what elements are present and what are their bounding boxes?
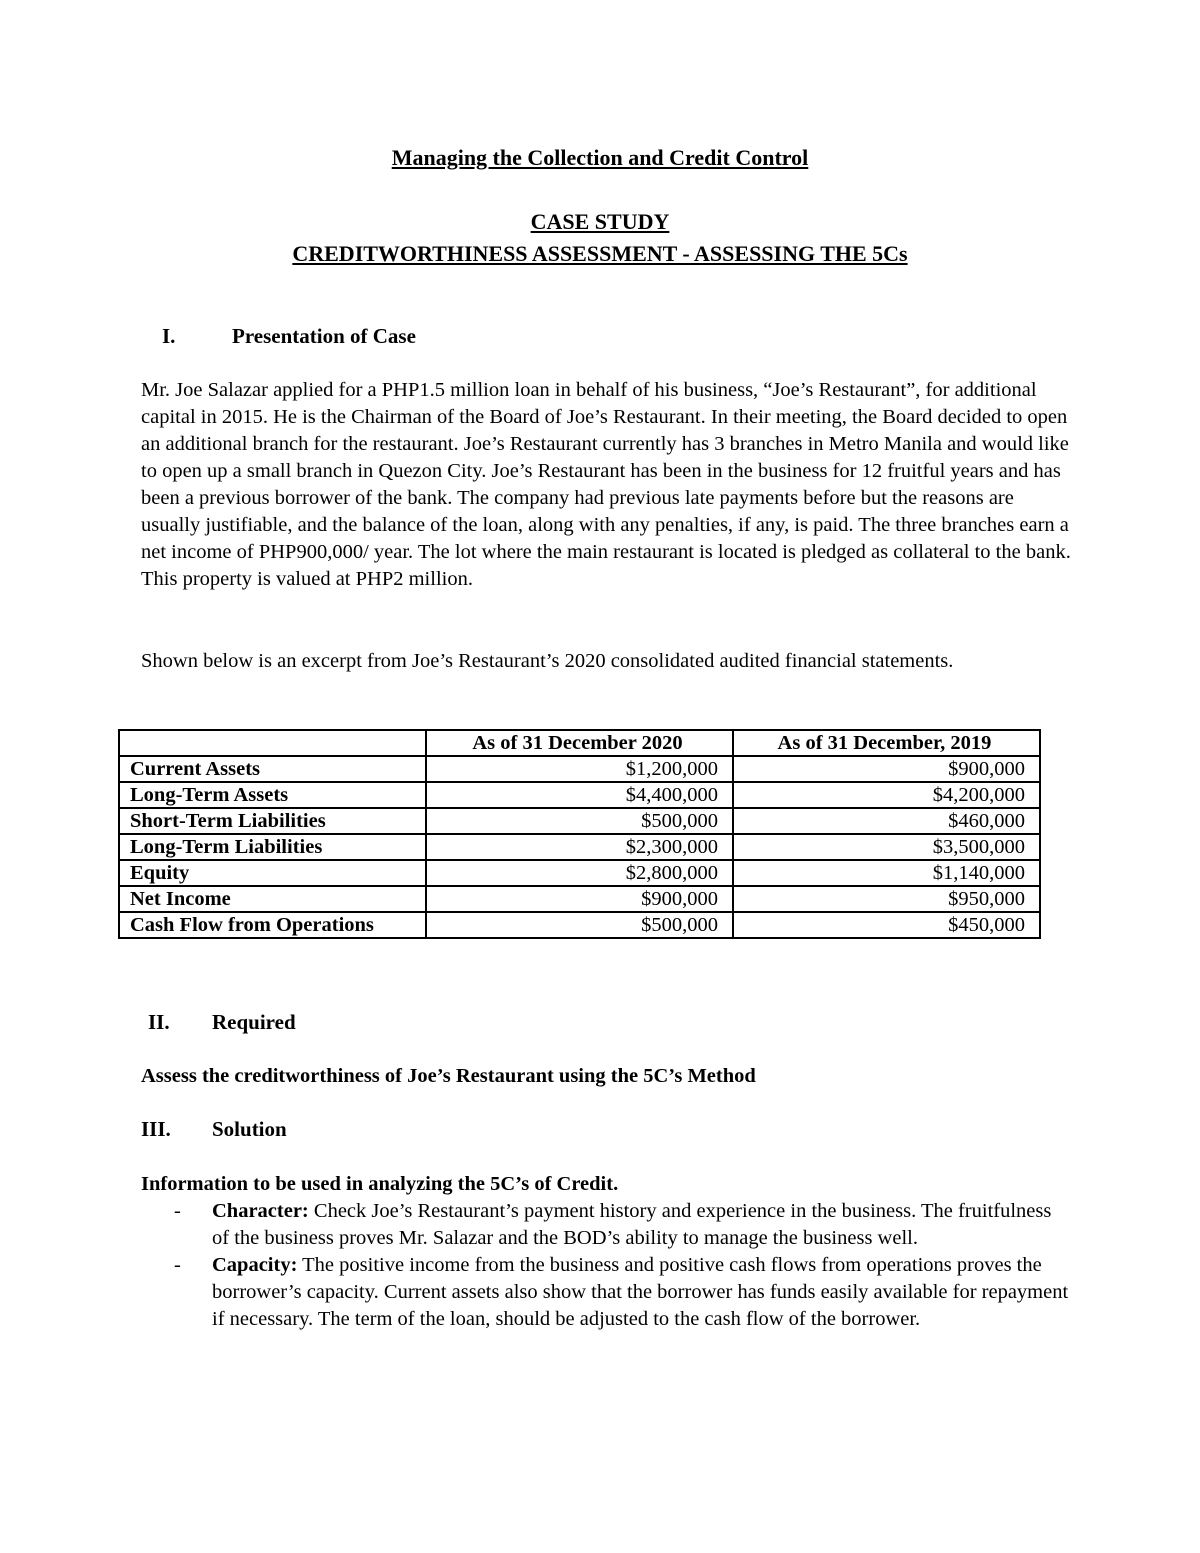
five-cs-list (141, 1198, 1071, 1333)
section-2-title: Required (212, 1010, 296, 1034)
value-2020-cell: $500,000 (426, 912, 733, 938)
value-2019-cell: $3,500,000 (733, 834, 1040, 860)
value-2019-cell: $950,000 (733, 886, 1040, 912)
list-item (141, 1252, 1071, 1333)
table-row (119, 782, 1040, 808)
solution-intro: Information to be used in analyzing the 5C’s of Credit. (141, 1173, 619, 1195)
row-label-cell: Cash Flow from Operations (119, 912, 426, 938)
value-2019-cell: $4,200,000 (733, 782, 1040, 808)
value-2020-cell: $2,300,000 (426, 834, 733, 860)
row-label-cell: Long-Term Assets (119, 782, 426, 808)
row-label-cell: Equity (119, 860, 426, 886)
case-paragraph: Mr. Joe Salazar applied for a PHP1.5 million loan in behalf of his business, “Joe’s Restaurant”, for additional capital in 2015. He is the Chairman of the Board of Joe’s Restaurant. In their meeting, the Board decided to open an additional branch for the restaurant. Joe’s Restaurant currently has 3 branches in Metro Manila and would like to open up a small branch in Quezon City. Joe’s Restaurant has been in the business for 12 fruitful years and has been a previous borrower of the bank. The company had previous late payments before but the reasons are usually justifiable, and the balance of the loan, along with any penalties, if any, is paid. The three branches earn a net income of PHP900,000/ year. The lot where the main restaurant is located is pledged as collateral to the bank. This property is valued at PHP2 million. (141, 379, 1071, 590)
value-2019-cell: $1,140,000 (733, 860, 1040, 886)
section-3-title: Solution (212, 1117, 287, 1141)
list-item (141, 1198, 1071, 1252)
required-statement: Assess the creditworthiness of Joe’s Restaurant using the 5C’s Method (141, 1065, 756, 1087)
section-1-heading (162, 324, 416, 349)
value-2019-cell: $460,000 (733, 808, 1040, 834)
section-3-numeral: III. (141, 1117, 171, 1141)
value-2020-cell: $4,400,000 (426, 782, 733, 808)
section-2-numeral: II. (148, 1010, 170, 1034)
row-label-cell: Net Income (119, 886, 426, 912)
table-row (119, 860, 1040, 886)
table-row (119, 912, 1040, 938)
value-2020-cell: $2,800,000 (426, 860, 733, 886)
table-header-cell (119, 730, 426, 756)
list-item-term: Capacity: (212, 1254, 298, 1276)
value-2020-cell: $900,000 (426, 886, 733, 912)
main-title: Managing the Collection and Credit Control (391, 145, 809, 170)
section-2-heading (148, 1010, 296, 1035)
financial-statements-table (118, 729, 1041, 939)
row-label-cell: Short-Term Liabilities (119, 808, 426, 834)
list-dash: - (174, 1200, 181, 1222)
section-1-numeral: I. (162, 324, 176, 348)
row-label-cell: Long-Term Liabilities (119, 834, 426, 860)
table-row (119, 834, 1040, 860)
value-2019-cell: $450,000 (733, 912, 1040, 938)
table-header-row (119, 730, 1040, 756)
value-2019-cell: $900,000 (733, 756, 1040, 782)
excerpt-intro-paragraph: Shown below is an excerpt from Joe’s Restaurant’s 2020 consolidated audited financial statements. (141, 650, 954, 672)
table-row (119, 756, 1040, 782)
list-item-text: Check Joe’s Restaurant’s payment history and experience in the business. The fruitfulness of the business proves Mr. Salazar and the BOD’s ability to manage the business well. (212, 1200, 1052, 1249)
section-3-heading (141, 1117, 287, 1142)
document-subtitle: CREDITWORTHINESS ASSESSMENT - ASSESSING THE 5Cs (292, 241, 908, 266)
table-header-cell: As of 31 December 2020 (426, 730, 733, 756)
row-label-cell: Current Assets (119, 756, 426, 782)
table-row (119, 808, 1040, 834)
list-item-term: Character: (212, 1200, 309, 1222)
list-dash: - (174, 1254, 181, 1276)
case-study-label: CASE STUDY (530, 209, 670, 234)
table-header-cell: As of 31 December, 2019 (733, 730, 1040, 756)
value-2020-cell: $500,000 (426, 808, 733, 834)
list-item-text: The positive income from the business and positive cash flows from operations proves the borrower’s capacity. Current assets also show that the borrower has funds easily available for repayment if necessary. The term of the loan, should be adjusted to the cash flow of the borrower. (212, 1254, 1069, 1330)
value-2020-cell: $1,200,000 (426, 756, 733, 782)
section-1-title: Presentation of Case (232, 324, 416, 348)
table-row (119, 886, 1040, 912)
